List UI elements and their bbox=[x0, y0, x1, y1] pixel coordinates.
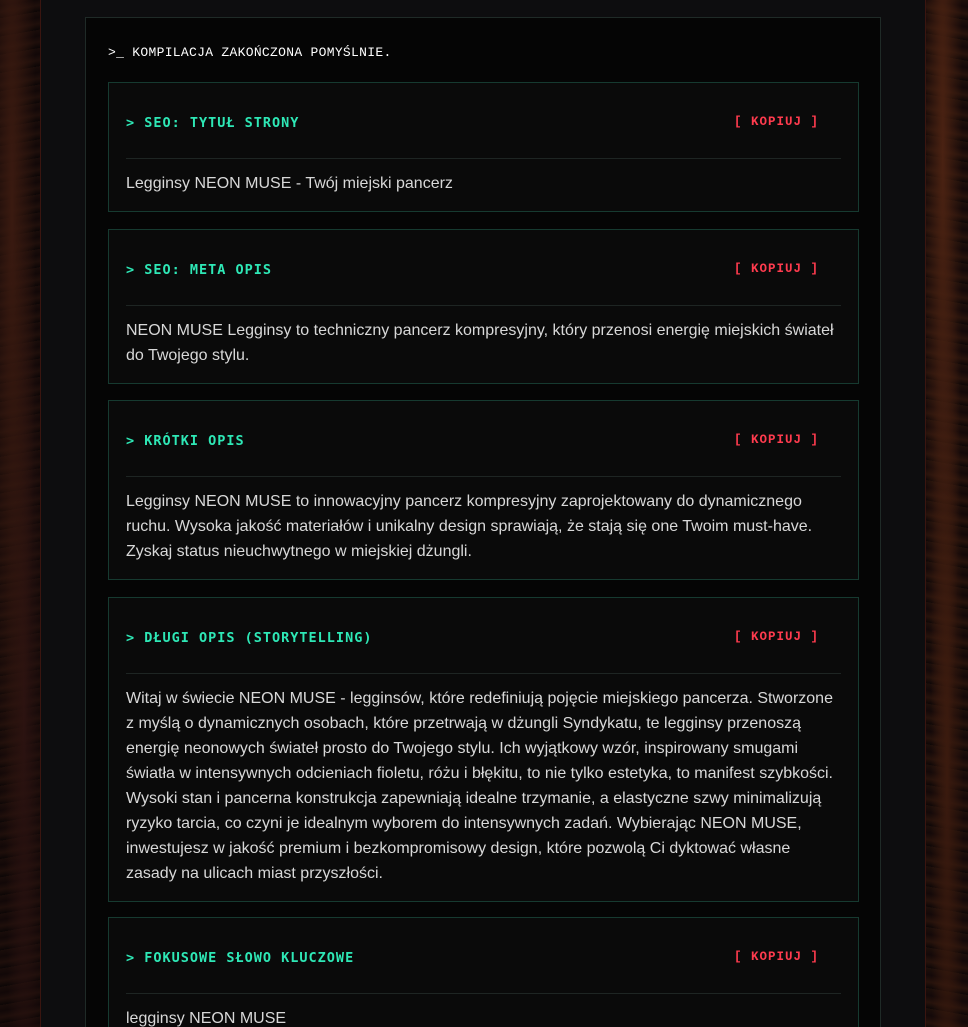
card-title: > SEO: META OPIS bbox=[126, 262, 273, 278]
copy-button[interactable]: [ KOPIUJ ] bbox=[733, 950, 819, 964]
card-title: > DŁUGI OPIS (STORYTELLING) bbox=[126, 630, 373, 646]
card-content: Legginsy NEON MUSE to innowacyjny pancerz kompresyjny zaprojektowany do dynamicznego ruchu. Wysoka jakość materiałów i unikalny design sprawiają, że stają się one Twoim must-have. Zyskaj status nieuchwytnego w miejskiej dżungli. bbox=[126, 493, 813, 560]
card-short-description bbox=[108, 400, 859, 580]
card-title: > KRÓTKI OPIS bbox=[126, 433, 245, 449]
card-seo-meta bbox=[108, 229, 859, 384]
card-header bbox=[126, 918, 841, 994]
card-header bbox=[126, 401, 841, 477]
card-long-description bbox=[108, 597, 859, 902]
card-content: Legginsy NEON MUSE - Twój miejski pancerz bbox=[126, 175, 453, 192]
card-header bbox=[126, 230, 841, 306]
card-title: > SEO: TYTUŁ STRONY bbox=[126, 115, 300, 131]
card-header bbox=[126, 83, 841, 159]
background-right bbox=[926, 0, 968, 1027]
copy-button[interactable]: [ KOPIUJ ] bbox=[733, 433, 819, 447]
background-left bbox=[0, 0, 40, 1027]
copy-button[interactable]: [ KOPIUJ ] bbox=[733, 262, 819, 276]
output-panel bbox=[85, 17, 881, 1027]
card-content: NEON MUSE Legginsy to techniczny pancerz kompresyjny, który przenosi energię miejskich świateł do Twojego stylu. bbox=[126, 322, 834, 364]
copy-button[interactable]: [ KOPIUJ ] bbox=[733, 115, 819, 129]
main-frame bbox=[40, 0, 926, 1027]
card-content: legginsy NEON MUSE bbox=[126, 1010, 287, 1027]
card-title: > FOKUSOWE SŁOWO KLUCZOWE bbox=[126, 950, 355, 966]
copy-button[interactable]: [ KOPIUJ ] bbox=[733, 630, 819, 644]
card-focus-keyword bbox=[108, 917, 859, 1027]
card-content: Witaj w świecie NEON MUSE - legginsów, które redefiniują pojęcie miejskiego pancerza. Stworzone z myślą o dynamicznych osobach, które przetrwają w dżungli Syndykatu, te legginsy przenoszą energię neonowych świateł prosto do Twojego stylu. Ich wyjątkowy wzór, inspirowany smugami światła w intensywnych odcieniach fioletu, różu i błękitu, to nie tylko estetyka, to manifest szybkości. Wysoki stan i pancerna konstrukcja zapewniają idealne trzymanie, a elastyczne szwy minimalizują ryzyko tarcia, co czyni je idealnym wyborem do intensywnych zadań. Wybierając NEON MUSE, inwestujesz w jakość premium i bezkompromisowy design, które pozwolą Ci dyktować własne zasady na ulicach miast przyszłości. bbox=[126, 690, 833, 882]
compile-status: >_ KOMPILACJA ZAKOŃCZONA POMYŚLNIE. bbox=[108, 45, 392, 60]
card-seo-title bbox=[108, 82, 859, 212]
card-header bbox=[126, 598, 841, 674]
